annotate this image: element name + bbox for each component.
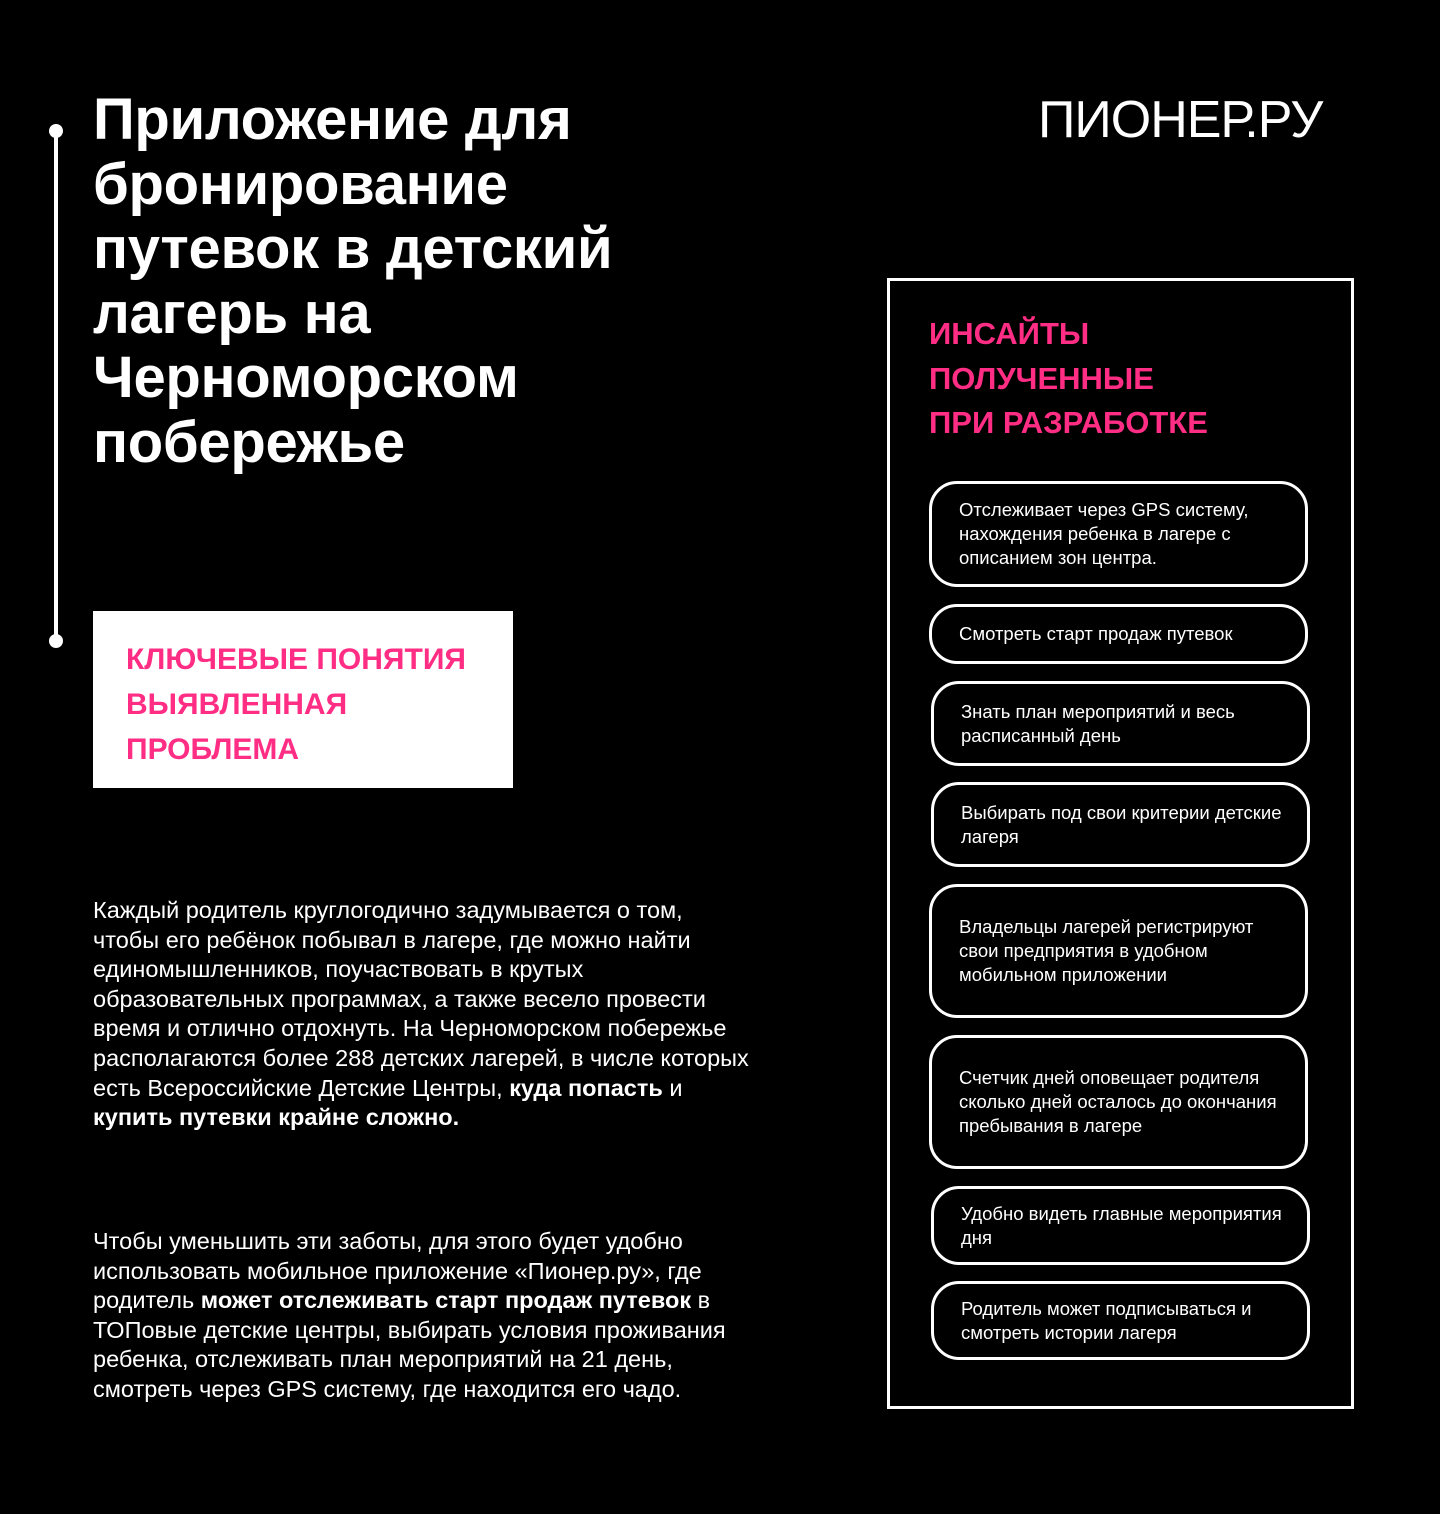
insight-text: Счетчик дней оповещает родителя сколько дней осталось до окончания пребывания в лагере bbox=[959, 1067, 1277, 1136]
insight-card bbox=[931, 1186, 1310, 1265]
insight-text: Владельцы лагерей регистрируют свои предприятия в удобном мобильном приложении bbox=[959, 916, 1254, 985]
title-line: Приложение для bbox=[93, 87, 572, 152]
key-concepts-line: ВЫЯВЛЕННАЯ bbox=[126, 688, 348, 721]
paragraph-bold: может отслеживать старт продаж путевок bbox=[200, 1287, 692, 1314]
insight-card bbox=[931, 681, 1310, 766]
key-concepts-box bbox=[93, 611, 513, 788]
insight-card bbox=[929, 604, 1308, 664]
insight-text: Удобно видеть главные мероприятия дня bbox=[961, 1202, 1282, 1248]
insight-text: Знать план мероприятий и весь расписанный день bbox=[961, 700, 1235, 746]
insight-text: Смотреть старт продаж путевок bbox=[959, 623, 1233, 644]
paragraph-text: Каждый родитель круглогодично задумывается о том, чтобы его ребёнок побывал в лагере, где можно найти единомышленников, поучаствовать в крутых образовательных программах, а также весело провести время и отлично отдохнуть. На Черноморском побережье располагаются более 288 детских лагерей, в числе которых есть Всероссийские Детские Центры, bbox=[93, 897, 749, 1101]
insights-title-line: ИНСАЙТЫ bbox=[929, 316, 1090, 351]
key-concepts-line: КЛЮЧЕВЫЕ ПОНЯТИЯ bbox=[126, 643, 466, 676]
insights-title bbox=[929, 312, 1208, 446]
insights-title-line: ПОЛУЧЕННЫЕ bbox=[929, 360, 1154, 396]
paragraph-bold: купить путевки крайне сложно. bbox=[93, 1104, 460, 1131]
title-line: лагерь на bbox=[93, 280, 371, 346]
timeline-line bbox=[54, 131, 58, 641]
paragraph-text: Чтобы уменьшить эти заботы, для этого будет удобно использовать мобильное приложение «Пионер.ру», где родитель bbox=[93, 1228, 702, 1314]
insight-card bbox=[929, 1035, 1308, 1169]
insight-text: Выбирать под свои критерии детские лагеря bbox=[961, 801, 1282, 847]
solution-paragraph bbox=[93, 1227, 753, 1405]
insight-card bbox=[929, 481, 1308, 587]
insight-card bbox=[931, 782, 1310, 867]
title-line: бронирование bbox=[93, 151, 508, 217]
insight-card bbox=[931, 1281, 1310, 1360]
title-line: побережье bbox=[93, 409, 405, 475]
brand-logo: ПИОНЕР.РУ bbox=[1038, 91, 1323, 149]
paragraph-text: в ТОПовые детские центры, выбирать условия проживания ребенка, отслеживать план мероприятий на 21 день, смотреть через GPS систему, где находится его чадо. bbox=[93, 1287, 726, 1402]
insight-card bbox=[929, 884, 1308, 1018]
problem-paragraph bbox=[93, 896, 753, 1133]
insight-text: Родитель может подписываться и смотреть истории лагеря bbox=[961, 1297, 1252, 1343]
page-title bbox=[93, 88, 733, 475]
paragraph-text: и bbox=[662, 1074, 683, 1101]
paragraph-bold: куда попасть bbox=[509, 1074, 663, 1101]
timeline-dot-top bbox=[49, 124, 63, 138]
title-line: Черноморском bbox=[93, 345, 519, 410]
insights-title-line: ПРИ РАЗРАБОТКЕ bbox=[929, 405, 1208, 440]
insight-text: Отслеживает через GPS систему, нахождения ребенка в лагере с описанием зон центра. bbox=[959, 499, 1249, 568]
timeline-dot-bottom bbox=[49, 634, 63, 648]
title-line: путевок в детский bbox=[93, 216, 613, 281]
key-concepts-line: ПРОБЛЕМА bbox=[126, 733, 300, 766]
